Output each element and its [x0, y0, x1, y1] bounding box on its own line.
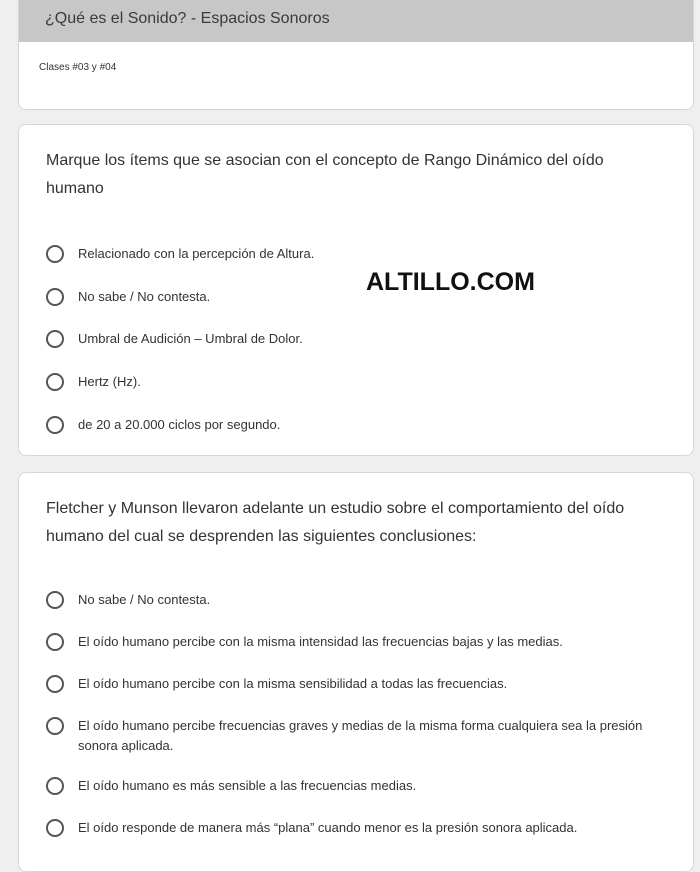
radio-button[interactable]: [46, 591, 64, 609]
form-subtitle: Clases #03 y #04: [39, 62, 117, 73]
option-item[interactable]: [46, 416, 673, 435]
radio-button[interactable]: [46, 633, 64, 651]
radio-button[interactable]: [46, 675, 64, 693]
option-label[interactable]: No sabe / No contesta.: [78, 289, 211, 304]
option-label[interactable]: El oído humano percibe con la misma intensidad las frecuencias bajas y las medias.: [78, 634, 563, 649]
question-card-2: [18, 472, 694, 872]
option-item[interactable]: [46, 330, 673, 349]
form-title: ¿Qué es el Sonido? - Espacios Sonoros: [45, 10, 330, 27]
question-2-text: Fletcher y Munson llevaron adelante un estudio sobre el comportamiento del oído humano del cual se desprenden las siguientes conclusiones:: [46, 500, 625, 545]
question-1-text: Marque los ítems que se asocian con el concepto de Rango Dinámico del oído humano: [46, 152, 604, 197]
option-label[interactable]: Relacionado con la percepción de Altura.: [78, 246, 315, 261]
radio-button[interactable]: [46, 717, 64, 735]
option-label[interactable]: Hertz (Hz).: [78, 374, 141, 389]
option-item[interactable]: [46, 373, 673, 392]
question-card-1: [18, 124, 694, 456]
radio-button[interactable]: [46, 288, 64, 306]
form-header-card: [18, 0, 694, 110]
radio-button[interactable]: [46, 819, 64, 837]
radio-button[interactable]: [46, 330, 64, 348]
option-item[interactable]: [46, 591, 673, 610]
option-item[interactable]: [46, 777, 673, 796]
option-item[interactable]: [46, 633, 673, 652]
option-label[interactable]: El oído responde de manera más “plana” cuando menor es la presión sonora aplicada.: [78, 820, 578, 835]
form-header-bar: [19, 0, 693, 42]
radio-button[interactable]: [46, 777, 64, 795]
option-label[interactable]: No sabe / No contesta.: [78, 592, 211, 607]
option-item[interactable]: [46, 819, 673, 838]
option-label[interactable]: El oído humano es más sensible a las frecuencias medias.: [78, 778, 417, 793]
radio-button[interactable]: [46, 373, 64, 391]
option-label[interactable]: Umbral de Audición – Umbral de Dolor.: [78, 331, 303, 346]
option-label[interactable]: El oído humano percibe con la misma sensibilidad a todas las frecuencias.: [78, 676, 508, 691]
option-item[interactable]: [46, 288, 673, 307]
radio-button[interactable]: [46, 245, 64, 263]
radio-button[interactable]: [46, 416, 64, 434]
option-item[interactable]: [46, 245, 673, 264]
watermark-text: ALTILLO.COM: [366, 268, 535, 296]
option-label[interactable]: El oído humano percibe frecuencias graves y medias de la misma forma cualquiera sea la presión sonora aplicada.: [78, 718, 643, 753]
option-item[interactable]: [46, 675, 673, 694]
option-item[interactable]: [46, 717, 673, 756]
option-label[interactable]: de 20 a 20.000 ciclos por segundo.: [78, 417, 281, 432]
